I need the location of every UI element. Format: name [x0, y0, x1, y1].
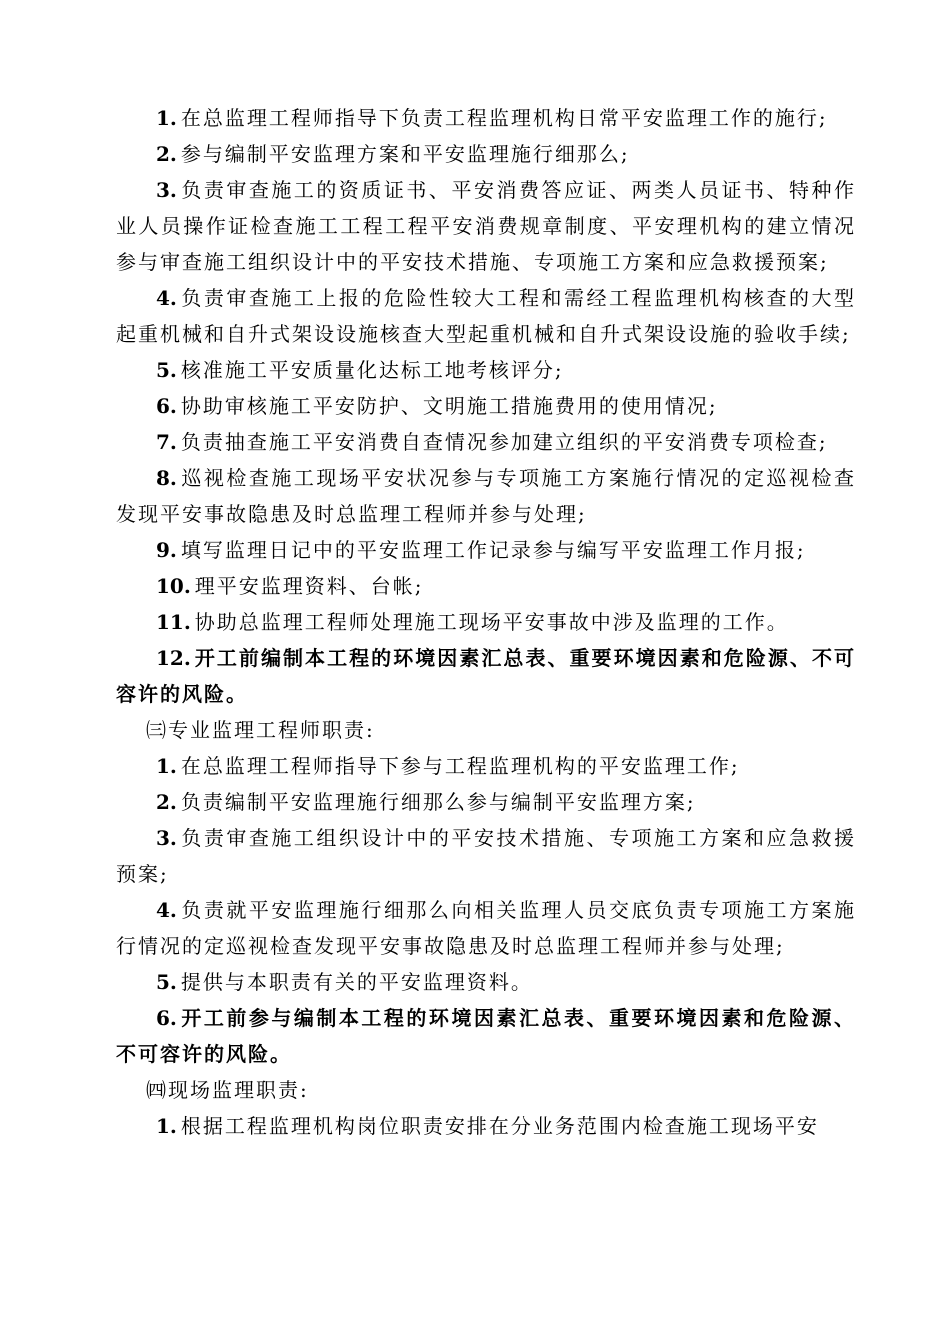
list-item [116, 640, 856, 712]
item-text: ㈢专业监理工程师职责: [146, 718, 375, 742]
item-text: 负责审查施工的资质证书、平安消费答应证、两类人员证书、特种作业人员操作证检查施工工程工程平安消费规章制度、平安理机构的建立情况参与审查施工组织设计中的平安技术措施、专项施工方案和应急救援预案; [116, 178, 856, 274]
item-number: 1. [156, 106, 177, 130]
document-page [116, 100, 856, 1144]
item-text: 开工前参与编制本工程的环境因素汇总表、重要环境因素和危险源、不可容许的风险。 [116, 1006, 856, 1066]
section-heading [116, 1072, 856, 1108]
item-number: 2. [156, 790, 177, 814]
item-number: 12. [156, 646, 191, 670]
item-number: 5. [156, 358, 177, 382]
list-item [116, 784, 856, 820]
item-number: 10. [156, 574, 191, 598]
list-item [116, 280, 856, 352]
list-item [116, 748, 856, 784]
list-item [116, 568, 856, 604]
item-text: 理平安监理资料、台帐; [194, 574, 424, 598]
item-number: 1. [156, 1114, 177, 1138]
item-number: 8. [156, 466, 177, 490]
list-item [116, 1108, 856, 1144]
list-item [116, 460, 856, 532]
item-number: 4. [156, 286, 177, 310]
item-text: 协助审核施工平安防护、文明施工措施费用的使用情况; [180, 394, 718, 418]
item-number: 9. [156, 538, 177, 562]
list-item [116, 892, 856, 964]
list-item [116, 424, 856, 460]
item-text: 参与编制平安监理方案和平安监理施行细那么; [180, 142, 630, 166]
item-number: 11. [156, 610, 191, 634]
item-text: 协助总监理工程师处理施工现场平安事故中涉及监理的工作。 [194, 610, 789, 634]
item-text: 根据工程监理机构岗位职责安排在分业务范围内检查施工现场平安 [180, 1114, 819, 1138]
item-text: 负责抽查施工平安消费自查情况参加建立组织的平安消费专项检查; [180, 430, 828, 454]
list-item [116, 532, 856, 568]
section-heading [116, 712, 856, 748]
item-number: 6. [156, 394, 177, 418]
list-item [116, 136, 856, 172]
list-item [116, 172, 856, 280]
item-text: 负责审查施工组织设计中的平安技术措施、专项施工方案和应急救援预案; [116, 826, 856, 886]
list-item [116, 964, 856, 1000]
item-number: 7. [156, 430, 177, 454]
item-text: 负责审查施工上报的危险性较大工程和需经工程监理机构核查的大型起重机械和自升式架设设施核查大型起重机械和自升式架设设施的验收手续; [116, 286, 856, 346]
item-number: 6. [156, 1006, 177, 1030]
list-item [116, 820, 856, 892]
item-text: 负责编制平安监理施行细那么参与编制平安监理方案; [180, 790, 696, 814]
item-text: 开工前编制本工程的环境因素汇总表、重要环境因素和危险源、不可容许的风险。 [116, 646, 856, 706]
item-text: ㈣现场监理职责: [146, 1078, 309, 1102]
item-number: 1. [156, 754, 177, 778]
list-item [116, 604, 856, 640]
item-text: 核准施工平安质量化达标工地考核评分; [180, 358, 564, 382]
item-text: 巡视检查施工现场平安状况参与专项施工方案施行情况的定巡视检查发现平安事故隐患及时总监理工程师并参与处理; [116, 466, 856, 526]
list-item [116, 1000, 856, 1072]
item-text: 提供与本职责有关的平安监理资料。 [180, 970, 533, 994]
item-text: 在总监理工程师指导下负责工程监理机构日常平安监理工作的施行; [180, 106, 828, 130]
item-number: 2. [156, 142, 177, 166]
item-number: 3. [156, 826, 177, 850]
item-text: 填写监理日记中的平安监理工作记录参与编写平安监理工作月报; [180, 538, 806, 562]
item-text: 负责就平安监理施行细那么向相关监理人员交底负责专项施工方案施行情况的定巡视检查发现平安事故隐患及时总监理工程师并参与处理; [116, 898, 856, 958]
item-text: 在总监理工程师指导下参与工程监理机构的平安监理工作; [180, 754, 740, 778]
list-item [116, 352, 856, 388]
list-item [116, 388, 856, 424]
item-number: 5. [156, 970, 177, 994]
list-item [116, 100, 856, 136]
item-number: 3. [156, 178, 177, 202]
item-number: 4. [156, 898, 177, 922]
